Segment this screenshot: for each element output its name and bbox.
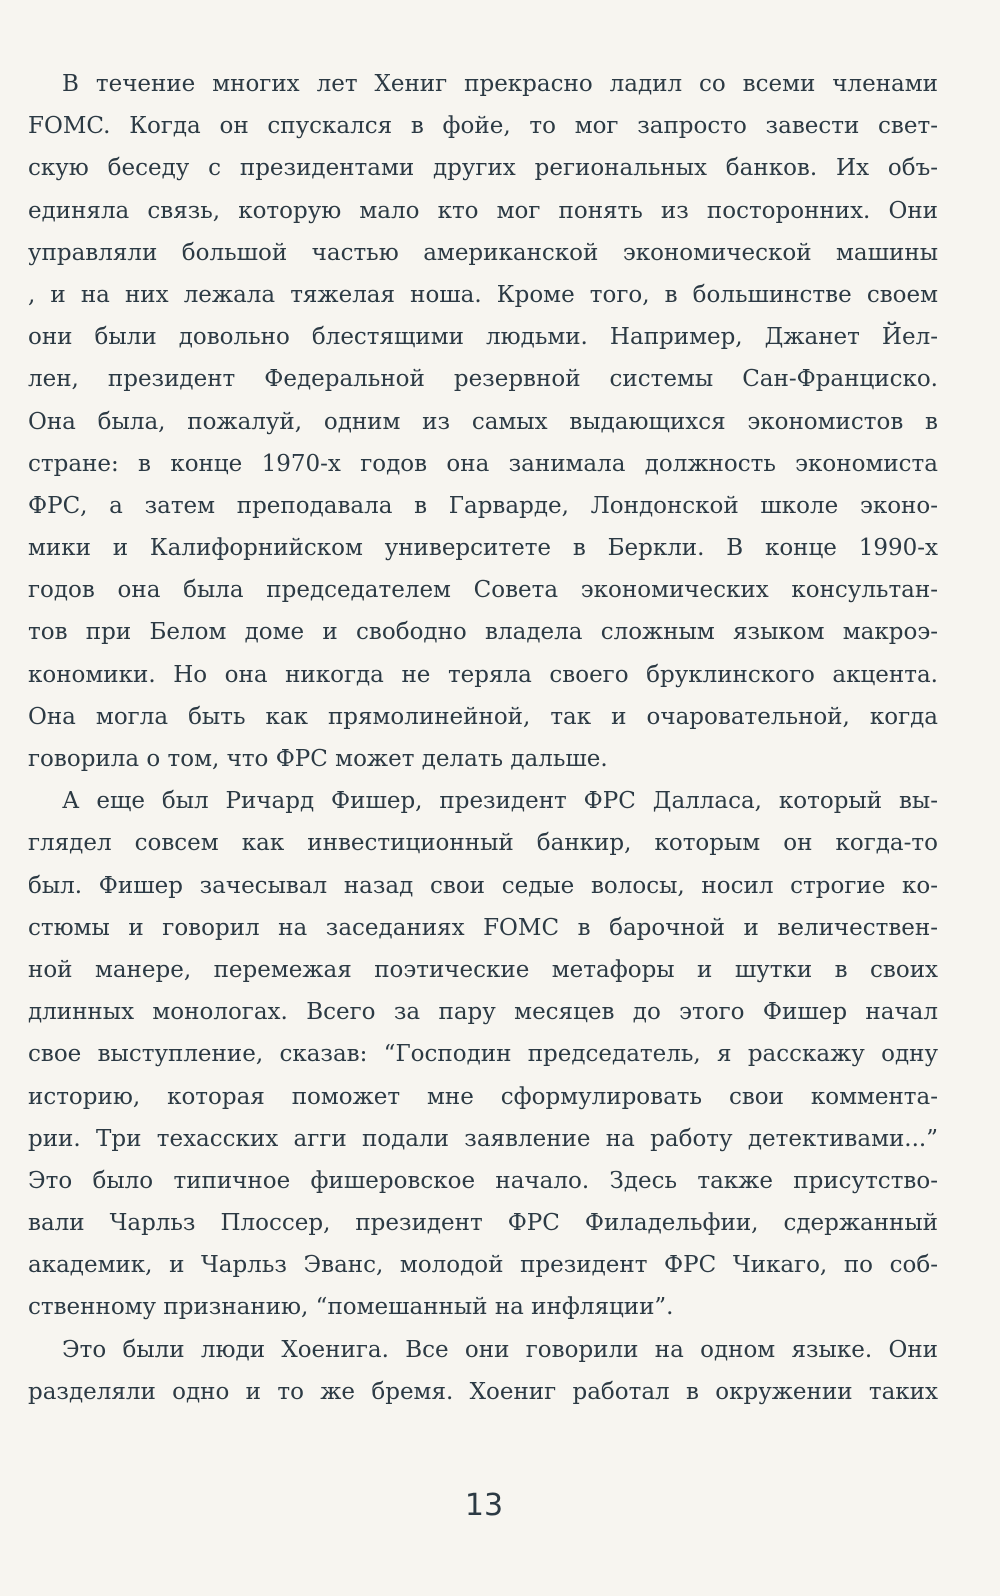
text-line: FOMC. Когда он спускался в фойе, то мог запросто завести свет- (28, 113, 938, 140)
text-line: Это были люди Хоенига. Все они говорили на одном языке. Они (62, 1336, 938, 1363)
text-line: мики и Калифорнийском университете в Беркли. В конце 1990-х (28, 535, 938, 562)
paragraph-3 (28, 1329, 938, 1413)
text-line: рии. Три техасских агги подали заявление на работу детективами...” (28, 1125, 938, 1152)
text-line: управляли большой частью американской экономической машины (28, 239, 938, 266)
text-line: скую беседу с президентами других региональных банков. Их объ- (28, 155, 938, 182)
paragraph-2 (28, 780, 938, 1328)
text-line: , и на них лежала тяжелая ноша. Кроме того, в большинстве своем (28, 281, 938, 308)
text-line: А еще был Ричард Фишер, президент ФРС Далласа, который вы- (62, 788, 938, 815)
text-line: историю, которая поможет мне сформулировать свои коммента- (28, 1083, 938, 1110)
text-line: академик, и Чарльз Эванс, молодой президент ФРС Чикаго, по соб- (28, 1252, 938, 1279)
text-line: стюмы и говорил на заседаниях FOMC в барочной и величествен- (28, 914, 938, 941)
text-line: ФРС, а затем преподавала в Гарварде, Лондонской школе эконо- (28, 492, 938, 519)
text-line: единяла связь, которую мало кто мог понять из посторонних. Они (28, 197, 938, 224)
text-line: ной манере, перемежая поэтические метафоры и шутки в своих (28, 956, 938, 983)
text-line: В течение многих лет Хениг прекрасно ладил со всеми членами (62, 71, 938, 97)
text-line: Она была, пожалуй, одним из самых выдающихся экономистов в (28, 408, 938, 435)
text-line: Это было типичное фишеровское начало. Здесь также присутство- (28, 1167, 938, 1194)
text-line: разделяли одно и то же бремя. Хоениг работал в окружении таких (28, 1378, 938, 1405)
page-number: 13 (464, 1488, 504, 1523)
paragraph-1 (28, 63, 938, 780)
text-line: свое выступление, сказав: “Господин председатель, я расскажу одну (28, 1041, 938, 1068)
text-line: стране: в конце 1970-х годов она занимала должность экономиста (28, 450, 938, 477)
text-line: лен, президент Федеральной резервной системы Сан-Франциско. (28, 366, 938, 393)
text-line: ственному признанию, “помешанный на инфляции”. (28, 1294, 674, 1321)
text-line: тов при Белом доме и свободно владела сложным языком макроэ- (28, 619, 938, 646)
body-text (28, 63, 938, 1413)
text-line: годов она была председателем Совета экономических консультан- (28, 577, 938, 604)
text-line: кономики. Но она никогда не теряла своего бруклинского акцента. (28, 661, 938, 688)
text-line: был. Фишер зачесывал назад свои седые волосы, носил строгие ко- (28, 872, 938, 899)
text-line: говорила о том, что ФРС может делать дальше. (28, 746, 608, 772)
text-line: вали Чарльз Плоссер, президент ФРС Филадельфии, сдержанный (28, 1210, 938, 1237)
text-line: глядел совсем как инвестиционный банкир, которым он когда-то (28, 830, 938, 857)
text-line: Она могла быть как прямолинейной, так и очаровательной, когда (28, 703, 938, 730)
text-line: длинных монологах. Всего за пару месяцев до этого Фишер начал (28, 999, 938, 1026)
text-line: они были довольно блестящими людьми. Например, Джанет Йел- (28, 324, 938, 351)
